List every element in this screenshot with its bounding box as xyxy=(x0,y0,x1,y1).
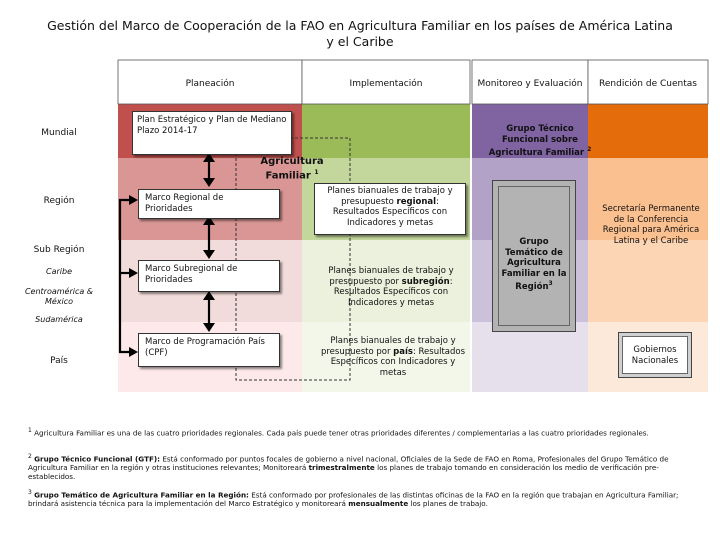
row-label-mundial: Mundial xyxy=(41,128,77,138)
grupo-tecnico-funcional-text: Grupo Técnico Funcional sobre Agricultura Familiar $^2$ xyxy=(488,124,592,158)
column-header-monitoreo: Monitoreo y Evaluación xyxy=(477,79,583,89)
band-purple-pais xyxy=(472,322,588,392)
footnote-3: $^3$ Grupo Temático de Agricultura Familiar en la Región: Está conformado por profesionales de las distintas oficinas de la FAO en la región que trabajan en Agricultura Familiar; brindará asistencia técnica para la implementación del Marco Estratégico y monitoreará mensualmente los planes de trabajo. xyxy=(28,489,679,509)
marco-regional-box: Marco Regional de Prioridades xyxy=(138,189,280,219)
planes-pais-text: Planes bianuales de trabajo y presupuesto por país: Resultados Específicos con Indicadores y metas xyxy=(320,336,466,378)
plan-estrategico-box: Plan Estratégico y Plan de Mediano Plazo 2014-17 xyxy=(132,111,292,155)
page-title: Gestión del Marco de Cooperación de la FAO en Agricultura Familiar en los países de América Latina y el Caribe xyxy=(47,18,673,49)
footnote-2: $^2$ Grupo Técnico Funcional (GTF): Está conformado por puntos focales de gobierno a nivel nacional, Oficiales de la Sede de FAO en Roma, Profesionales del Grupo Temático de Agricultura Familiar en la región y otras instituciones relevantes; Monitoreará trimestralmente los planes de trabajo tomando en consideración los medio de verificación pre-establecidos. xyxy=(28,453,669,482)
gobiernos-text: Gobiernos Nacionales xyxy=(631,345,679,366)
band-orange-mundial xyxy=(588,104,708,158)
row-label-sudamerica: Sudamérica xyxy=(35,315,83,324)
planes-regional-box: Planes bianuales de trabajo y presupuesto regional: Resultados Específicos con Indicadores y metas xyxy=(314,183,466,235)
marco-programacion-box: Marco de Programación País (CPF) xyxy=(138,333,280,367)
band-green-mundial xyxy=(302,104,470,158)
footnote-1: $^1$ Agricultura Familiar es una de las cuatro prioridades regionales. Cada país puede tener otras prioridades diferentes / complementarias a las cuatro prioridades regionales. xyxy=(28,427,649,438)
grupo-tematico-text: Grupo Temático de Agricultura Familiar en la Región$^3$ xyxy=(501,237,567,292)
column-header-implementacion: Implementación xyxy=(349,79,423,89)
planes-subregion-text: Planes bianuales de trabajo y presupuesto por subregión: Resultados Específicos con Indicadores y metas xyxy=(328,266,454,308)
column-header-rendicion: Rendición de Cuentas xyxy=(599,79,697,89)
row-label-centroamerica: Centroamérica & México xyxy=(24,287,94,306)
secretaria-text: Secretaría Permanente de la Conferencia Regional para América Latina y el Caribe xyxy=(602,204,700,246)
row-label-pais: País xyxy=(50,356,68,366)
marco-subregional-box: Marco Subregional de Prioridades xyxy=(138,260,280,292)
row-label-region: Región xyxy=(43,196,75,206)
row-label-subregion: Sub Región xyxy=(33,245,85,255)
column-header-planeacion: Planeación xyxy=(185,79,235,89)
band-orange-subregion xyxy=(588,240,708,322)
agricultura-familiar-label: Agricultura Familiar $^1$ xyxy=(260,156,324,182)
row-label-caribe: Caribe xyxy=(46,267,72,276)
